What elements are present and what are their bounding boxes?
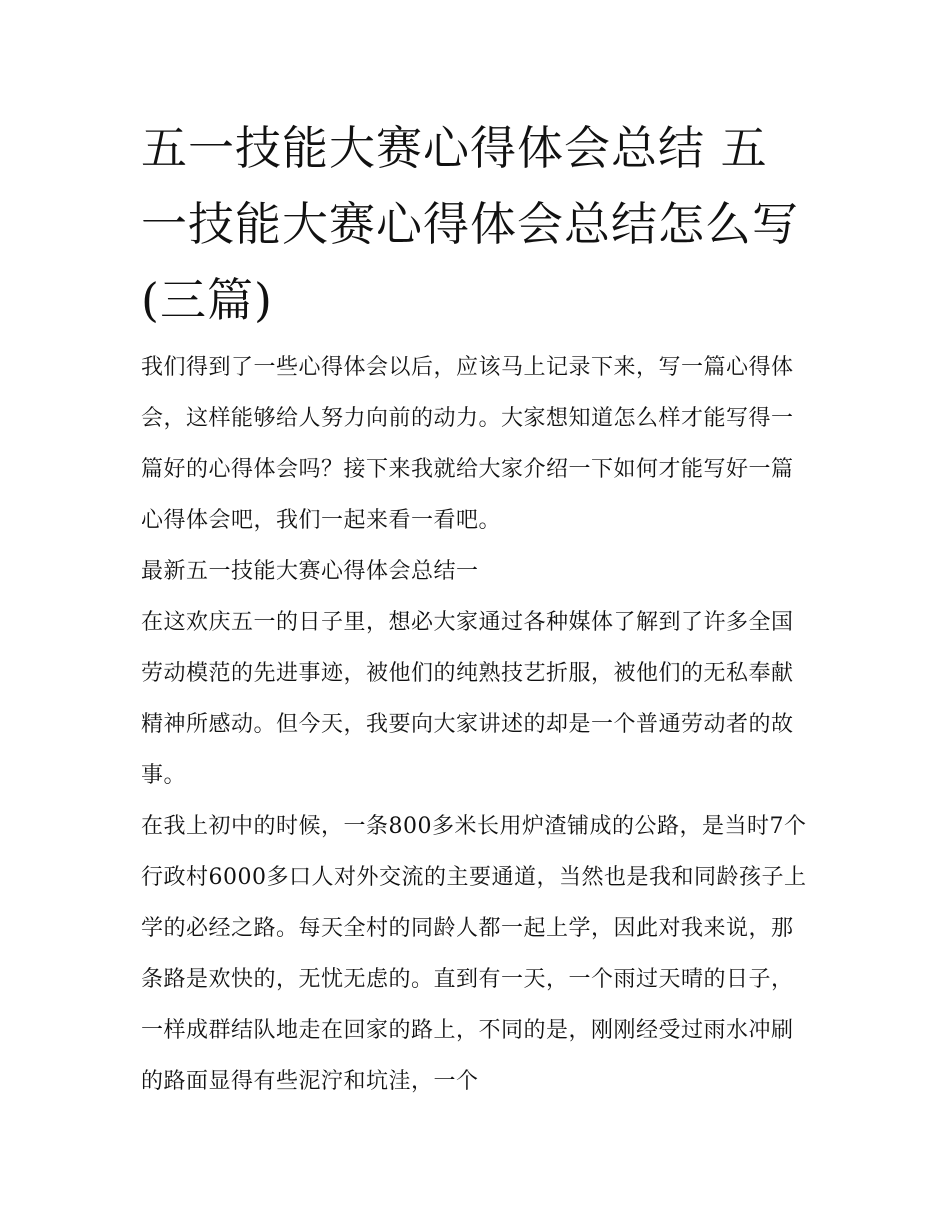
section-heading: 最新五一技能大赛心得体会总结一: [141, 559, 479, 584]
document-title: 五一技能大赛心得体会总结 五一技能大赛心得体会总结怎么写(三篇): [141, 121, 799, 327]
body-paragraph: 在我上初中的时候，一条800多米长用炉渣铺成的公路，是当时7个行政村6000多口人对外交流的主要通道，当然也是我和同龄孩子上学的必经之路。每天全村的同龄人都一起上学，因此对我来说，那条路是欢快的，无忧无虑的。直到有一天，一个雨过天晴的日子，一样成群结队地走在回家的路上，不同的是，刚刚经受过雨水冲刷的路面显得有些泥泞和坑洼，一个: [141, 814, 807, 1094]
body-paragraph: 在这欢庆五一的日子里，想必大家通过各种媒体了解到了许多全国劳动模范的先进事迹，被他们的纯熟技艺折服，被他们的无私奉献精神所感动。但今天，我要向大家讲述的却是一个普通劳动者的故事。: [141, 610, 794, 788]
paragraph-list: [141, 342, 811, 1107]
document-body: [141, 110, 811, 1107]
intro-paragraph: 我们得到了一些心得体会以后，应该马上记录下来，写一篇心得体会，这样能够给人努力向前的动力。大家想知道怎么样才能写得一篇好的心得体会吗？接下来我就给大家介绍一下如何才能写好一篇心得体会吧，我们一起来看一看吧。: [141, 355, 794, 533]
